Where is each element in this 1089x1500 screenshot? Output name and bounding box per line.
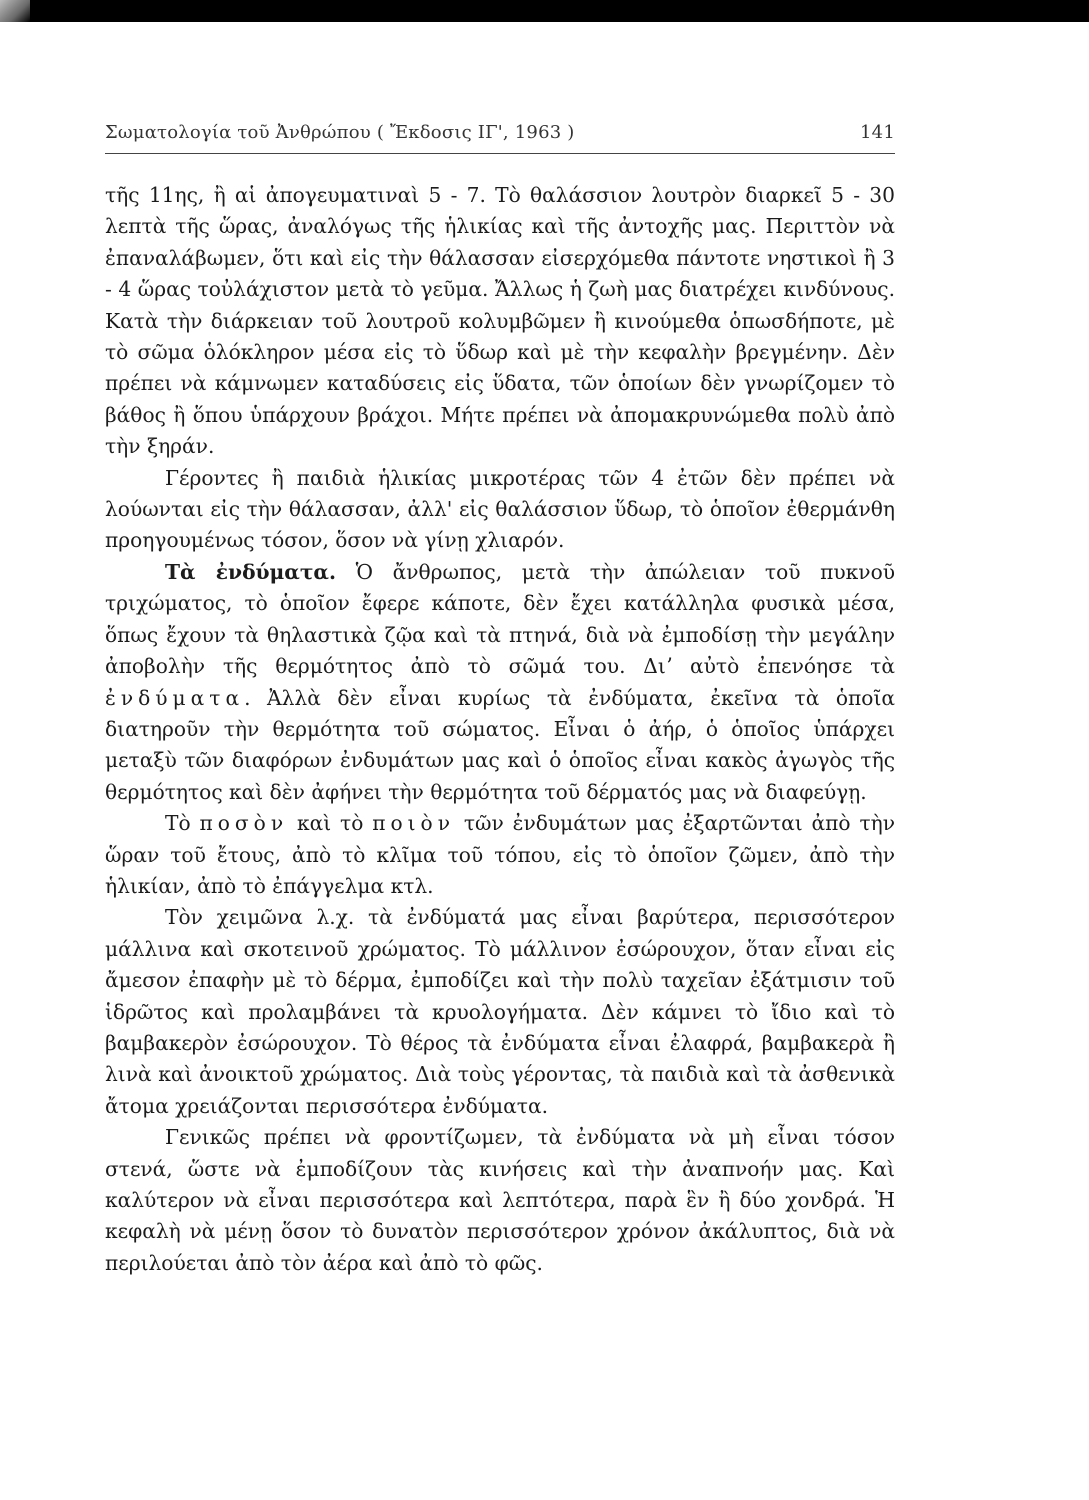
emphasized-term: ἐνδύματα <box>105 685 245 710</box>
paragraph-3 <box>105 557 895 808</box>
paragraph-3-part-1: Ὁ ἄνθρωπος, μετὰ τὴν ἀπώλειαν τοῦ πυκνοῦ τριχώματος, τὸ ὁποῖον ἔφερε κάποτε, δὲν ἔχει κατάλληλα φυσικὰ μέσα, ὅπως ἔχουν τὰ θηλαστικὰ ζῷα καὶ τὰ πτηνά, διὰ νὰ ἐμποδίσῃ τὴν μεγάλην ἀποβολὴν τῆς θερμότητος ἀπὸ τὸ σῶμά του. Διʼ αὐτὸ ἐπενόησε τὰ <box>105 559 895 679</box>
paragraph-2: Γέροντες ἢ παιδιὰ ἡλικίας μικροτέρας τῶν 4 ἐτῶν δὲν πρέπει νὰ λούωνται εἰς τὴν θάλασσαν, ἀλλ' εἰς θαλάσσιον ὕδωρ, τὸ ὁποῖον ἐθερμάνθη προηγουμένως τόσον, ὅσον νὰ γίνῃ χλιαρόν. <box>105 465 895 553</box>
scan-corner-artifact <box>0 0 30 22</box>
section-heading: Τὰ ἐνδύματα. <box>165 559 336 584</box>
paragraph-4 <box>105 808 895 902</box>
paragraph-4-part-2: τῶν ἐνδυμάτων μας ἐξαρτῶνται ἀπὸ τὴν ὥραν τοῦ ἔτους, ἀπὸ τὸ κλῖμα τοῦ τόπου, εἰς τὸ ὁποῖον ζῶμεν, ἀπὸ τὴν ἡλικίαν, ἀπὸ τὸ ἐπάγγελμα κτλ. <box>105 811 895 898</box>
emphasized-term-quantity: ποσὸν <box>199 811 289 836</box>
paragraph-5: Τὸν χειμῶνα λ.χ. τὰ ἐνδύματά μας εἶναι βαρύτερα, περισσότερον μάλλινα καὶ σκοτεινοῦ χρώματος. Τὸ μάλλινον ἐσώρουχον, ὅταν εἶναι εἰς ἄμεσον ἐπαφὴν μὲ τὸ δέρμα, ἐμποδίζει καὶ τὴν πολὺ ταχεῖαν ἐξάτμισιν τοῦ ἱδρῶτος καὶ προλαμβάνει τὰ κρυολογήματα. Δὲν κάμνει τὸ ἴδιο καὶ τὸ βαμβακερὸν ἐσώρουχον. Τὸ θέρος τὰ ἐνδύματα εἶναι ἐλαφρά, βαμβακερὰ ἢ λινὰ καὶ ἀνοικτοῦ χρώματος. Διὰ τοὺς γέροντας, τὰ παιδιὰ καὶ τὰ ἀσθενικὰ ἄτομα χρειάζονται περισσότερα ἐνδύματα. <box>105 905 895 1118</box>
running-title: Σωματολογία τοῦ Ἀνθρώπου ( Ἔκδοσις ΙΓ', 1963 ) <box>105 122 575 143</box>
paragraph-4-part-1: καὶ τὸ <box>288 811 373 836</box>
paragraph-3-part-2: . Ἀλλὰ δὲν εἶναι κυρίως τὰ ἐνδύματα, ἐκεῖνα τὰ ὁποῖα διατηροῦν τὴν θερμότητα τοῦ σώματος. Εἶναι ὁ ἀήρ, ὁ ὁποῖος ὑπάρχει μεταξὺ τῶν διαφόρων ἐνδυμάτων μας καὶ ὁ ὁποῖος εἶναι κακὸς ἀγωγὸς τῆς θερμότητος καὶ δὲν ἀφήνει τὴν θερμότητα τοῦ δέρματός μας νὰ διαφεύγῃ. <box>105 685 895 804</box>
paragraph-6: Γενικῶς πρέπει νὰ φροντίζωμεν, τὰ ἐνδύματα νὰ μὴ εἶναι τόσον στενά, ὥστε νὰ ἐμποδίζουν τὰς κινήσεις καὶ τὴν ἀναπνοήν μας. Καὶ καλύτερον νὰ εἶναι περισσότερα καὶ λεπτότερα, παρὰ ἓν ἢ δύο χονδρά. Ἡ κεφαλὴ νὰ μένῃ ὅσον τὸ δυνατὸν περισσότερον χρόνον ἀκάλυπτος, διὰ νὰ περιλούεται ἀπὸ τὸν ἀέρα καὶ ἀπὸ τὸ φῶς. <box>105 1125 895 1275</box>
scan-top-border <box>0 0 1089 22</box>
paragraph-1: τῆς 11ης, ἢ αἱ ἀπογευματιναὶ 5 - 7. Τὸ θαλάσσιον λουτρὸν διαρκεῖ 5 - 30 λεπτὰ τῆς ὥρας, ἀναλόγως τῆς ἡλικίας καὶ τῆς ἀντοχῆς μας. Περιττὸν νὰ ἐπαναλάβωμεν, ὅτι καὶ εἰς τὴν θάλασσαν εἰσερχόμεθα πάντοτε νηστικοὶ ἢ 3 - 4 ὥρας τοὐλάχιστον μετὰ τὸ γεῦμα. Ἄλλως ἡ ζωὴ μας διατρέχει κινδύνους. Κατὰ τὴν διάρκειαν τοῦ λουτροῦ κολυμβῶμεν ἢ κινούμεθα ὁπωσδήποτε, μὲ τὸ σῶμα ὁλόκληρον μέσα εἰς τὸ ὕδωρ καὶ μὲ τὴν κεφαλὴν βρεγμένην. Δὲν πρέπει νὰ κάμνωμεν καταδύσεις εἰς ὕδατα, τῶν ὁποίων δὲν γνωρίζομεν τὸ βάθος ἢ ὅπου ὑπάρχουν βράχοι. Μήτε πρέπει νὰ ἀπομακρυνώμεθα πολὺ ἀπὸ τὴν ξηράν. <box>105 183 895 459</box>
paragraph-4-part-0: Τὸ <box>165 811 200 836</box>
page-number: 141 <box>860 122 895 143</box>
emphasized-term-quality: ποιὸν <box>372 811 455 836</box>
running-header <box>105 122 895 154</box>
body-text <box>105 180 895 1279</box>
book-page <box>105 122 895 1279</box>
